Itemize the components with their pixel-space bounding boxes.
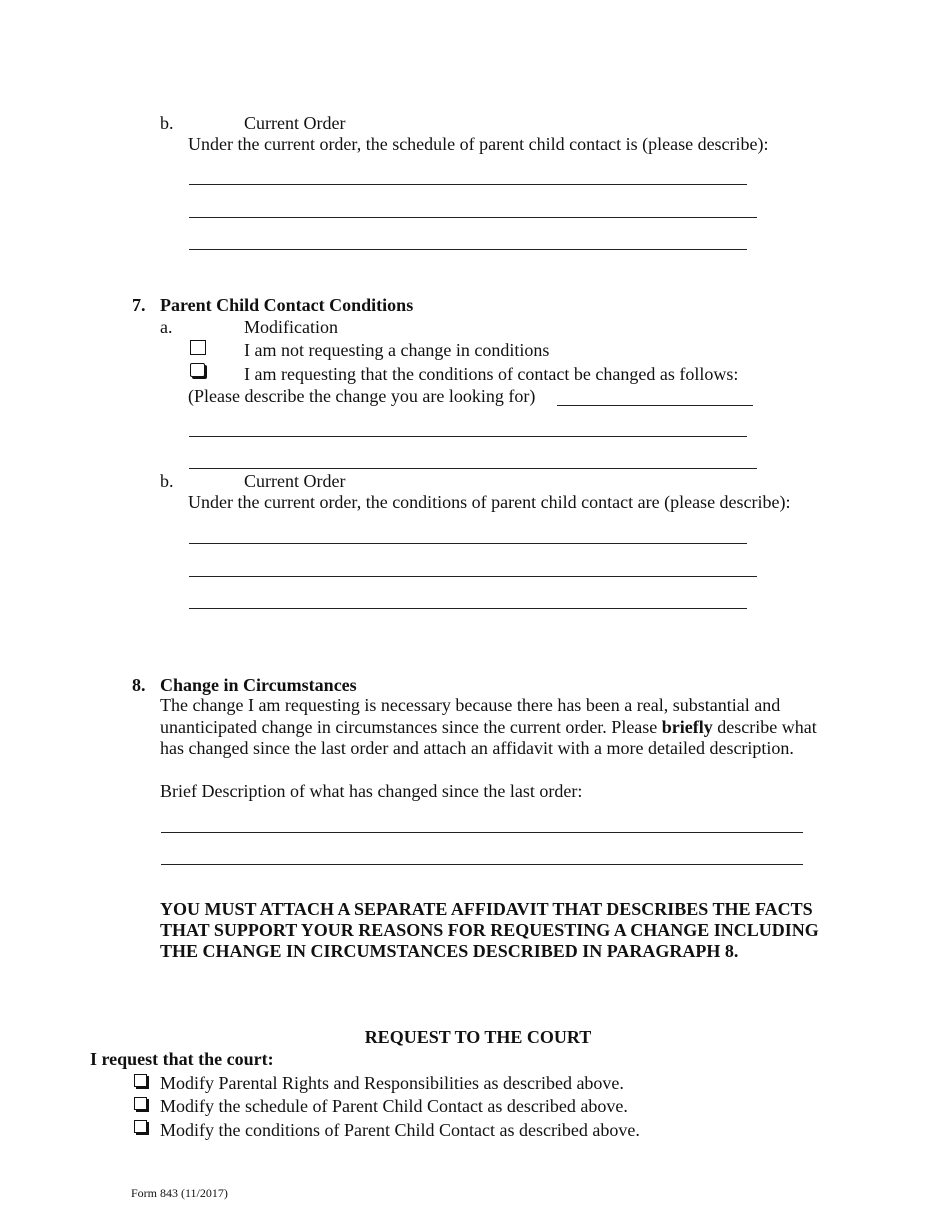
brief-answer-line-1[interactable] — [161, 832, 803, 833]
request-intro: I request that the court: — [90, 1049, 274, 1069]
affidavit-notice: YOU MUST ATTACH A SEPARATE AFFIDAVIT THAT DESCRIBES THE FACTS THAT SUPPORT YOUR REASONS FOR REQUESTING A CHANGE INCLUDING THE CHANGE IN CIRCUMSTANCES DESCRIBED IN PARAGRAPH 8. — [160, 899, 819, 961]
form-id: Form 843 (11/2017) — [131, 1186, 228, 1200]
section7a-answer-line-1[interactable] — [189, 436, 747, 437]
section8-title: Change in Circumstances — [160, 675, 357, 695]
section8-body — [160, 695, 830, 760]
request-item-3-label: Modify the conditions of Parent Child Contact as described above. — [160, 1120, 640, 1140]
section6b-answer-line-1[interactable] — [189, 184, 747, 185]
no-change-label: I am not requesting a change in conditions — [244, 340, 550, 360]
section8-number: 8. — [132, 675, 146, 695]
section7b-answer-line-1[interactable] — [189, 543, 747, 544]
describe-inline-line[interactable] — [557, 405, 753, 406]
section7a-letter: a. — [160, 317, 173, 337]
change-label: I am requesting that the conditions of contact be changed as follows: — [244, 364, 739, 384]
request-item-2-label: Modify the schedule of Parent Child Contact as described above. — [160, 1096, 628, 1116]
request-item-2-checkbox[interactable] — [134, 1097, 147, 1110]
no-change-checkbox[interactable] — [190, 340, 206, 355]
section6b-prompt: Under the current order, the schedule of parent child contact is (please describe): — [188, 134, 769, 154]
brief-answer-line-2[interactable] — [161, 864, 803, 865]
request-item-1-label: Modify Parental Rights and Responsibilities as described above. — [160, 1073, 624, 1093]
section8-body-part1: The change I am requesting is necessary because there has been a real, substantial and unanticipated change in circumstances since the current order. Please — [160, 695, 781, 737]
section6b-letter: b. — [160, 113, 174, 133]
section7-title: Parent Child Contact Conditions — [160, 295, 414, 315]
section6b-answer-line-3[interactable] — [189, 249, 747, 250]
section7b-letter: b. — [160, 471, 174, 491]
section7b-answer-line-3[interactable] — [189, 608, 747, 609]
section6b-heading: Current Order — [244, 113, 346, 133]
section7b-answer-line-2[interactable] — [189, 576, 757, 577]
section7b-heading: Current Order — [244, 471, 346, 491]
change-checkbox[interactable] — [190, 363, 205, 377]
section7a-heading: Modification — [244, 317, 338, 337]
section6b-answer-line-2[interactable] — [189, 217, 757, 218]
section8-body-bold: briefly — [661, 716, 713, 737]
brief-description-label: Brief Description of what has changed since the last order: — [160, 781, 583, 801]
section7b-prompt: Under the current order, the conditions of parent child contact are (please describe): — [188, 492, 791, 512]
request-item-3-checkbox[interactable] — [134, 1120, 147, 1133]
request-heading: REQUEST TO THE COURT — [364, 1027, 592, 1047]
section7a-answer-line-2[interactable] — [189, 468, 757, 469]
section8-body-part2: describe what has changed since the last order and attach an affidavit with a more detailed description. — [160, 716, 817, 758]
describe-prompt: (Please describe the change you are looking for) — [188, 386, 536, 406]
section7-number: 7. — [132, 295, 146, 315]
request-item-1-checkbox[interactable] — [134, 1074, 147, 1087]
